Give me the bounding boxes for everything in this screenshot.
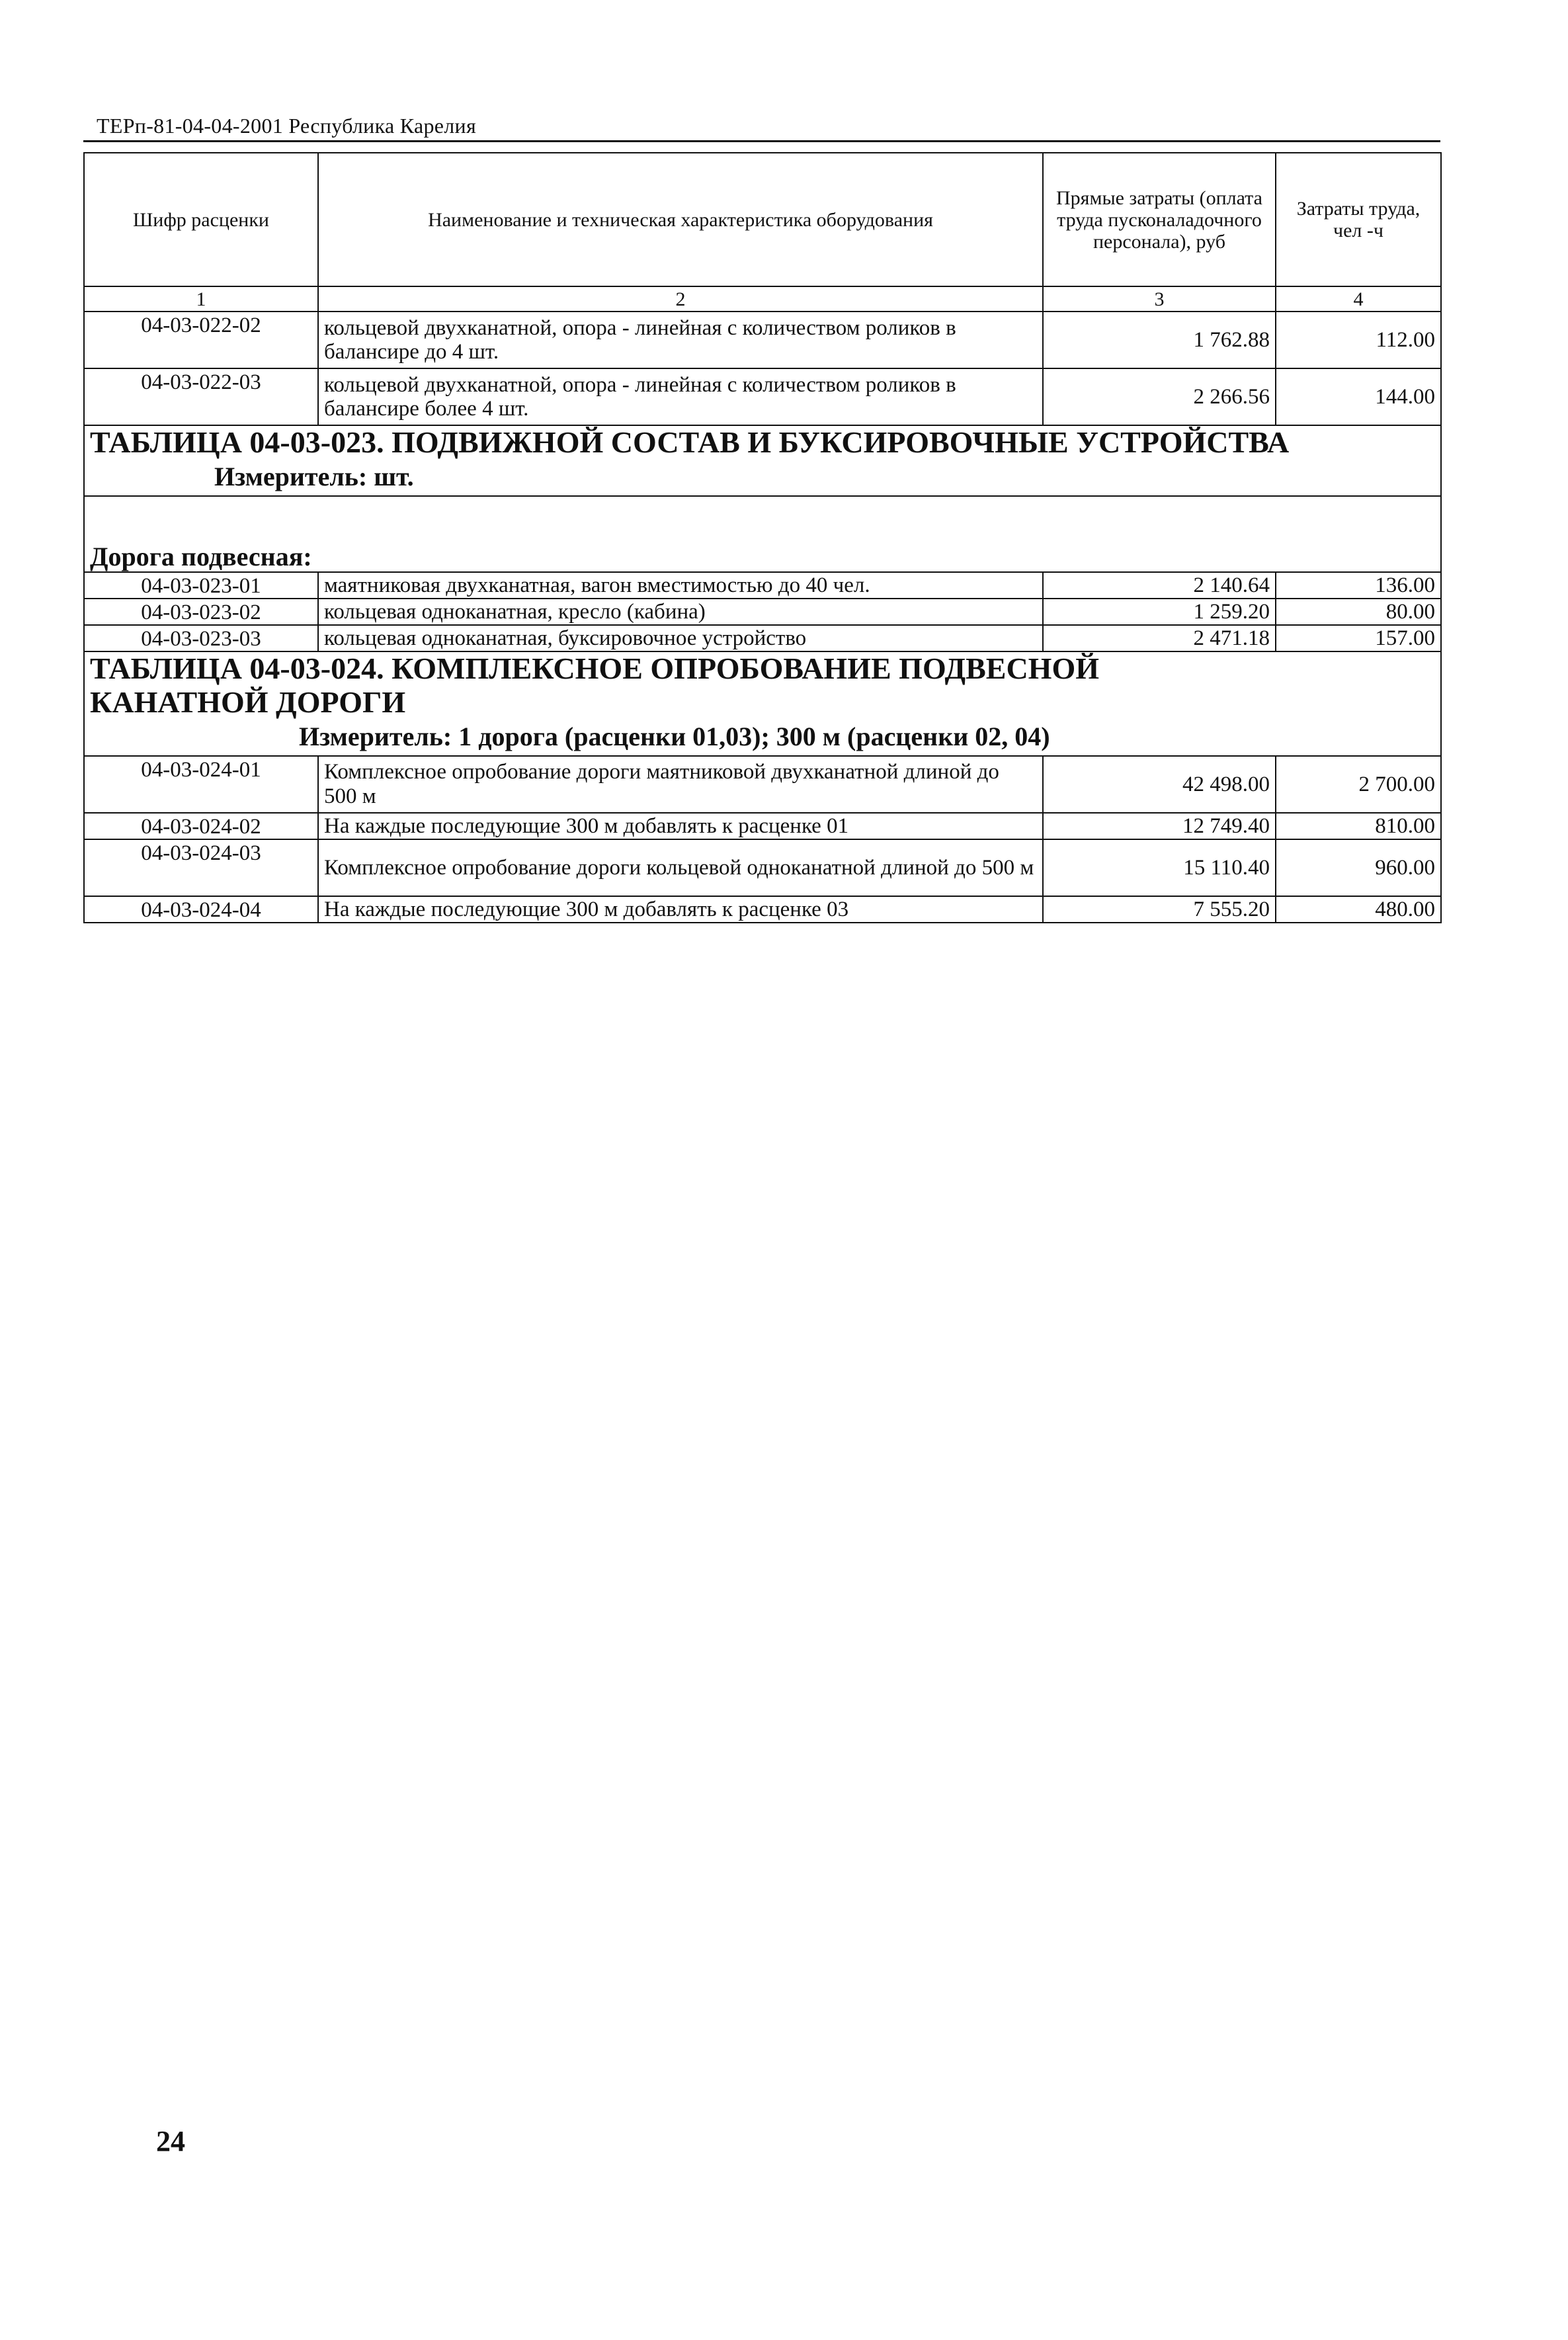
rate-name: кольцевая одноканатная, кресло (кабина) [318, 599, 1043, 625]
rate-labor: 480.00 [1276, 896, 1441, 923]
rate-code: 04-03-023-02 [84, 599, 318, 625]
page-header: ТЕРп-81-04-04-2001 Республика Карелия [97, 114, 477, 138]
column-number: 2 [318, 286, 1043, 312]
table-row [84, 813, 1441, 839]
rates-table [83, 152, 1442, 923]
column-header-labor: Затраты труда, чел -ч [1276, 153, 1441, 286]
rate-name: На каждые последующие 300 м добавлять к расценке 03 [318, 896, 1043, 923]
table-row [84, 625, 1441, 651]
rate-cost: 2 266.56 [1043, 368, 1276, 425]
rate-cost: 2 471.18 [1043, 625, 1276, 651]
rate-name: кольцевая одноканатная, буксировочное устройство [318, 625, 1043, 651]
column-header-cost: Прямые затраты (оплата труда пусконаладочного персонала), руб [1043, 153, 1276, 286]
rate-code: 04-03-022-02 [84, 312, 318, 368]
column-header-name: Наименование и техническая характеристика оборудования [318, 153, 1043, 286]
rate-code: 04-03-023-01 [84, 572, 318, 599]
rate-cost: 1 762.88 [1043, 312, 1276, 368]
section-title-023: ТАБЛИЦА 04-03-023. ПОДВИЖНОЙ СОСТАВ И БУКСИРОВОЧНЫЕ УСТРОЙСТВА [90, 425, 1290, 459]
table-row [84, 599, 1441, 625]
subheading-road: Дорога подвесная: [84, 542, 1441, 572]
table-row [84, 839, 1441, 896]
rate-name: кольцевой двухканатной, опора - линейная с количеством роликов в балансире более 4 шт. [318, 368, 1043, 425]
rate-code: 04-03-022-03 [84, 368, 318, 425]
rate-cost: 15 110.40 [1043, 839, 1276, 896]
rate-name: Комплексное опробование дороги маятниковой двухканатной длиной до 500 м [318, 756, 1043, 813]
rate-code: 04-03-023-03 [84, 625, 318, 651]
table-row [84, 896, 1441, 923]
section-title-row [84, 425, 1441, 496]
section-spacer-row [84, 496, 1441, 542]
rate-labor: 80.00 [1276, 599, 1441, 625]
column-numbers-row [84, 286, 1441, 312]
rate-name: маятниковая двухканатная, вагон вместимостью до 40 чел. [318, 572, 1043, 599]
rate-labor: 136.00 [1276, 572, 1441, 599]
section-title-row [84, 651, 1441, 755]
column-number: 4 [1276, 286, 1441, 312]
rate-code: 04-03-024-01 [84, 756, 318, 813]
column-number: 3 [1043, 286, 1276, 312]
table-row [84, 572, 1441, 599]
rate-labor: 810.00 [1276, 813, 1441, 839]
table-header-row [84, 153, 1441, 286]
rate-cost: 12 749.40 [1043, 813, 1276, 839]
column-number: 1 [84, 286, 318, 312]
table-row [84, 756, 1441, 813]
section-unit-024: Измеритель: 1 дорога (расценки 01,03); 300 м (расценки 02, 04) [299, 721, 1050, 751]
table-row [84, 312, 1441, 368]
column-header-code: Шифр расценки [84, 153, 318, 286]
rate-labor: 960.00 [1276, 839, 1441, 896]
rate-labor: 112.00 [1276, 312, 1441, 368]
rate-name: кольцевой двухканатной, опора - линейная с количеством роликов в балансире до 4 шт. [318, 312, 1043, 368]
section-title-024: ТАБЛИЦА 04-03-024. КОМПЛЕКСНОЕ ОПРОБОВАНИЕ ПОДВЕСНОЙ КАНАТНОЙ ДОРОГИ [90, 651, 1100, 720]
rate-labor: 2 700.00 [1276, 756, 1441, 813]
header-rule [83, 140, 1440, 142]
rate-name: На каждые последующие 300 м добавлять к расценке 01 [318, 813, 1043, 839]
rate-cost: 42 498.00 [1043, 756, 1276, 813]
page-number: 24 [156, 2125, 185, 2157]
rate-name: Комплексное опробование дороги кольцевой одноканатной длиной до 500 м [318, 839, 1043, 896]
rate-code: 04-03-024-03 [84, 839, 318, 896]
table-row [84, 368, 1441, 425]
rate-labor: 144.00 [1276, 368, 1441, 425]
rate-code: 04-03-024-04 [84, 896, 318, 923]
rate-cost: 7 555.20 [1043, 896, 1276, 923]
rate-cost: 2 140.64 [1043, 572, 1276, 599]
rate-labor: 157.00 [1276, 625, 1441, 651]
rate-code: 04-03-024-02 [84, 813, 318, 839]
subheading-row [84, 542, 1441, 572]
section-unit-023: Измеритель: шт. [214, 461, 414, 491]
rate-cost: 1 259.20 [1043, 599, 1276, 625]
